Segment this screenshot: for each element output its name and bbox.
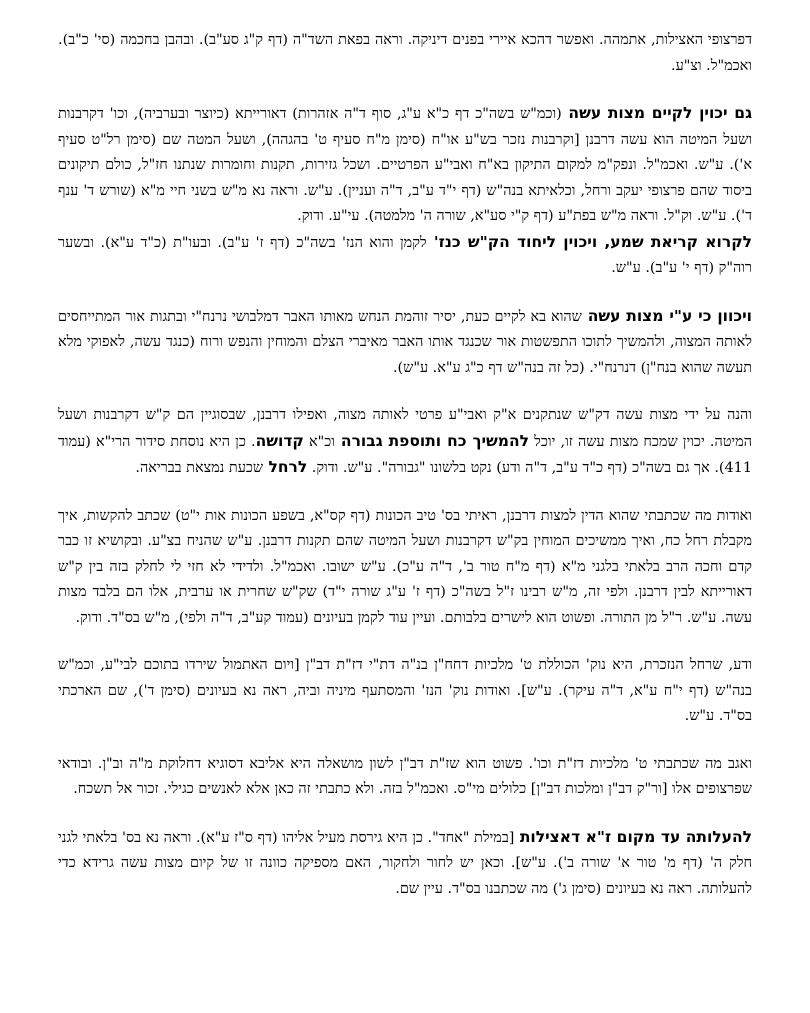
paragraph [58, 304, 752, 382]
bold-heading-text: להמשיך כח ותוספת גבורה [334, 431, 530, 450]
paragraph [58, 752, 752, 803]
bold-heading-text: להעלותה עד מקום ז"א דאצילות [514, 827, 752, 846]
bold-heading-text: לרחל [263, 458, 308, 476]
body-text: ואגב מה שכתבתי ט' מלכיות דז"ת וכו'. פשוט הוא שז"ת דב"ן לשון מושאלה היא אליבא דסוגיא דחלוקת מ"ה וב"ן. ובודאי שפרצופים אלו [ור"ק דב"ן ומלכות דב"ן] כלולים מי"ס. ואכמ"ל בזה. ולא כתבתי זה כאן אלא לאנשים כגילי. זכור אל תשכח. [58, 755, 752, 797]
bold-heading-text: קדושה [255, 431, 304, 450]
body-text: ודע, שרחל הנזכרת, היא נוק' הכוללת ט' מלכיות דחח"ן בנ"ה דת"י דז"ת דב"ן [ויום האתמול שירדו בתוכם לבי"ע, וכמ"ש בנה"ש (דף י"ח ע"א, ד"ה עיקר). ע"ש]. ואודות נוק' הנז' והמסתעף מיניה וביה, ראה נא בעיונים (סימן ד'), שם הארכתי בס"ד. ע"ש. [58, 657, 752, 724]
paragraph [58, 101, 752, 230]
body-text: והנה על ידי מצות עשה דק"ש שנתקנים א"ק ואבי"ע פרטי לאותה מצוה, ואפילו דרבנן, שבסוגיין הם ק"ש דקרבנות ושעל המיטה. יכוין שמכח מצות עשה זו, יוכל [58, 407, 752, 450]
bold-heading-text: ויכוון כי ע"י מצות עשה [581, 306, 752, 325]
paragraph [58, 504, 752, 632]
bold-heading-text: לקרוא קריאת שמע, ויכוין ליחוד הק"ש כנז' [426, 232, 752, 251]
paragraph [58, 230, 752, 282]
paragraph [58, 825, 752, 903]
body-text: וכ"א [303, 433, 335, 450]
paragraph [58, 28, 752, 79]
body-text: לקמן והוא הנז' בשה"כ (דף ז' ע"ב). ובעו"ת (כ"ד ע"א). ובשער רוה"ק (דף י' ע"ב). ע"ש. [58, 234, 752, 276]
bold-heading-text: גם יכוין לקיים מצות עשה [561, 104, 752, 122]
body-text: (וכמ"ש בשה"כ דף כ"א ע"ג, סוף ד"ה אזהרות) דאורייתא (כיוצר ובערביה), וכו' דקרבנות ושעל המיטה הוא עשה דרבנן [וקרבנות נזכר בש"ע או"ח (סימן מ"ח סעיף ט' בהגהה), ושעל המטה שם (סימן רל"ט סעיף א'). ע"ש. ואכמ"ל. ונפק"מ למקום התיקון בא"ח ואבי"ע הפרטיים. ושכל גזירות, תקנות וחומרות שנתנו חז"ל, כולם תיקונים ביסוד שהם פרצופי יעקב ורחל, וכלאיתא בנה"ש (דף י"ד ע"ב, ד"ה ועניין). ע"ש. וראה נא מ"ש בשני חיי מ"א (שורש ד' ענף ד'). ע"ש. וק"ל. וראה מ"ש בפת"ע (דף ק"י סע"א, שורה ה' מלמטה). עי"ע. ודוק. [58, 106, 752, 224]
body-text: שכעת נמצאת בבריאה. [135, 460, 264, 476]
body-text: שהוא בא לקיים כעת, יסיר זוהמת הנחש מאותו האבר דמלבושי נרנח"י ובתגות אור המתייחסים לאותה המצוה, ולהמשיך לתוכו התפשטות אור שכנגד אותו האבר מאיברי הצלם והמוחין והנפש ורוח (כנגד עשה, לאפוקי מלא תעשה שהוא בנח"ן) דנרנח"י. (כל זה בנה"ש דף כ"ג ע"א. ע"ש). [58, 308, 752, 376]
body-text: . כן היא נוסחת סידור הרי"א (עמוד 411). אך גם בשה"כ (דף כ"ד ע"ב, ד"ה ודע) נקט בלשונו "גבורה". ע"ש. ודוק. [58, 433, 752, 476]
body-text: [במילת "אחד". כן היא גירסת מעיל אליהו (דף ס"ז ע"א). וראה נא בס' בלאתי לגני חלק ה' (דף מ' טור א' שורה ב'). ע"ש]. וכאן יש לחור ולחקור, האם מספיקה כוונה זו של קיום מצות עשה גרידא כדי להעלותה. ראה נא בעיונים (סימן ג') מה שכתבנו בס"ד. עיין שם. [58, 829, 752, 897]
paragraph [58, 403, 752, 482]
paragraph [58, 653, 752, 730]
body-text: דפרצופי האצילות, אתמהה. ואפשר דהכא איירי בפנים דיניקה. וראה בפאת השד"ה (דף ק"ג סע"ב). ובהבן בחכמה (סי' כ"ב). ואכמ"ל. וצ"ע. [58, 32, 752, 74]
body-text: ואודות מה שכתבתי שהוא הדין למצות דרבנן, ראיתי בס' טיב הכונות (דף קס"א, בשפע הכונות אות י"ט) שכתב להקשות, איך מקבלת רחל כח, ואיך ממשיכים המוחין בק"ש דקרבנות ושעל המיטה שהם תקנות דרבנן. ע"ש שהניח בצ"ע. ובקושיא זו כבר קדם וחכה הרב בלאתי בלגני מ"א (דף מ"ח טור ב', ד"ה ע"כ). ע"ש ישובו. ואכמ"ל. ולדידי לא חזי לי לחלק בזה בין ק"ש דאורייתא לבין דרבנן. ולפי זה, מ"ש רבינו ז"ל בשה"כ (דף ז' ע"ג שורה י"ד) שק"ש שחרית או ערבית, אלו הם בלבד מצות עשה. ע"ש. ר"ל מן התורה. ופשוט הוא לישרים בלבותם. ועיין עוד לקמן בעיונים (עמוד קע"ב, ד"ה ולפי), מ"ש בס"ד. ודוק. [58, 507, 752, 626]
